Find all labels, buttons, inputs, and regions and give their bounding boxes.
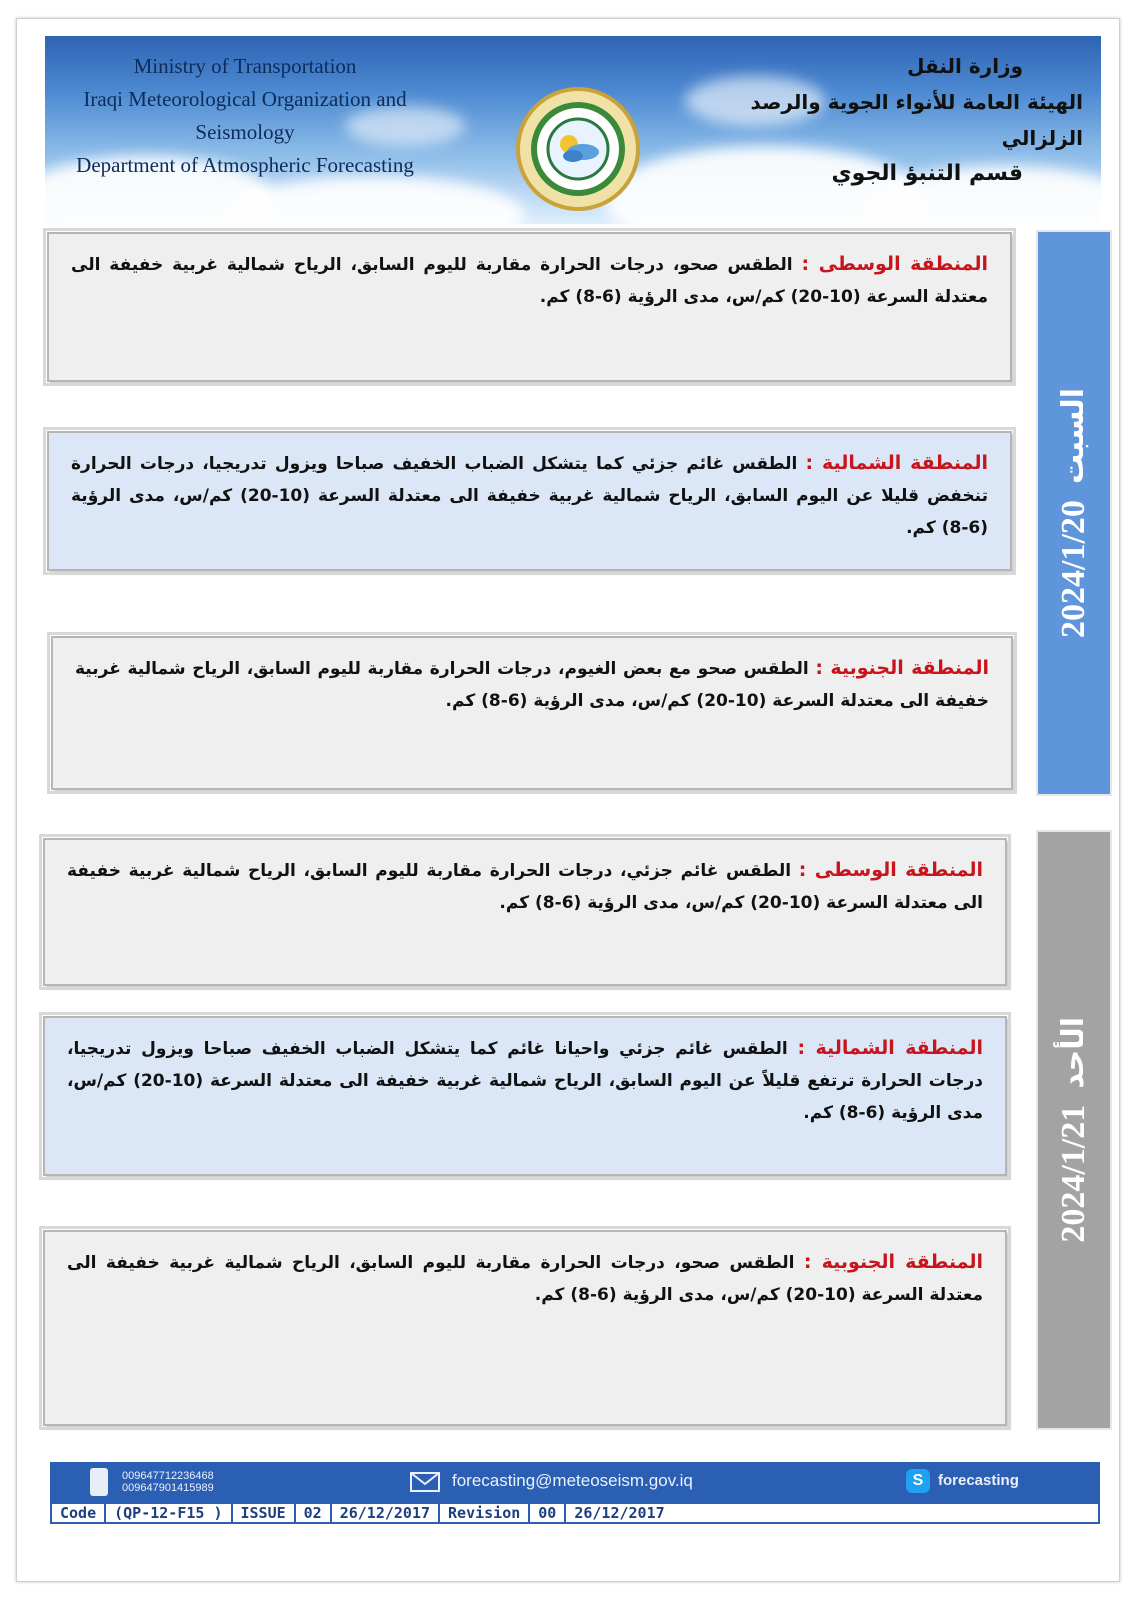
organization-en: Iraqi Meteorological Organization and Seismology	[83, 87, 407, 144]
header-arabic	[723, 48, 1083, 192]
forecast-text: الطقس صحو، درجات الحرارة مقاربة لليوم السابق، الرياح شمالية غربية خفيفة الى معتدلة السرعة (10-20) كم/س، مدى الرؤية (6-8) كم.	[67, 1253, 983, 1305]
phone-number-2: 009647901415989	[122, 1482, 214, 1494]
forecast-day2-north	[43, 1016, 1007, 1176]
department-ar: قسم التنبؤ الجوي	[831, 161, 1023, 186]
region-label: المنطقة الشمالية :	[797, 1037, 983, 1059]
date-column-day2	[1036, 830, 1112, 1430]
forecast-day2-central	[43, 838, 1007, 986]
date-value: 2024/1/20	[1055, 500, 1092, 638]
footer	[50, 1462, 1100, 1520]
department-en: Department of Atmospheric Forecasting	[76, 153, 414, 177]
forecast-text: الطقس صحو مع بعض الغيوم، درجات الحرارة مقاربة لليوم السابق، الرياح شمالية غربية خفيفة الى معتدلة السرعة (10-20) كم/س، مدى الرؤية (6-8) كم.	[75, 659, 989, 711]
forecast-day1-south	[51, 636, 1013, 790]
revision-value: 00	[530, 1504, 566, 1522]
weekday-label: الأحد	[1056, 1017, 1091, 1089]
issue-date: 26/12/2017	[332, 1504, 440, 1522]
skype-icon: S	[906, 1469, 930, 1493]
region-label: المنطقة الجنوبية :	[815, 657, 989, 679]
mail-icon	[410, 1472, 440, 1492]
issue-value: 02	[296, 1504, 332, 1522]
code-value: (QP-12-F15 )	[106, 1504, 232, 1522]
date-column-day1	[1036, 230, 1112, 796]
date-value: 2024/1/21	[1055, 1104, 1092, 1243]
date-label	[1055, 1017, 1093, 1243]
forecast-text: الطقس غائم جزئي كما يتشكل الضباب الخفيف صباحا ويزول تدريجيا، درجات الحرارة تنخفض قليلا عن اليوم السابق، الرياح شمالية غربية خفيفة الى معتدلة السرعة (10-20) كم/س، مدى الرؤية (6-8) كم.	[71, 454, 988, 538]
forecast-day1-north	[47, 431, 1012, 571]
header-english	[45, 50, 445, 182]
forecast-text: الطقس صحو، درجات الحرارة مقاربة لليوم السابق، الرياح شمالية غربية خفيفة الى معتدلة السرعة (10-20) كم/س، مدى الرؤية (6-8) كم.	[71, 255, 988, 307]
weekday-label: السبت	[1056, 388, 1091, 485]
phone-numbers	[122, 1470, 214, 1494]
forecast-text: الطقس غائم جزئي واحيانا غائم كما يتشكل الضباب الخفيف صباحا ويزول تدريجيا، درجات الحرارة ترتفع قليلاً عن اليوم السابق، الرياح شمالية غربية خفيفة الى معتدلة السرعة (10-20) كم/س، مدى الرؤية (6-8) كم.	[67, 1039, 984, 1123]
ministry-en: Ministry of Transportation	[133, 54, 357, 78]
revision-label: Revision	[440, 1504, 530, 1522]
phone-icon	[90, 1468, 108, 1496]
date-label	[1055, 388, 1093, 638]
region-label: المنطقة الشمالية :	[805, 452, 988, 474]
phone-number-1: 009647712236468	[122, 1470, 214, 1482]
issue-label: ISSUE	[233, 1504, 296, 1522]
forecast-text: الطقس غائم جزئي، درجات الحرارة مقاربة لليوم السابق، الرياح شمالية غربية خفيفة الى معتدلة السرعة (10-20) كم/س، مدى الرؤية (6-8) كم.	[67, 861, 983, 913]
header-banner	[45, 36, 1101, 224]
email-link[interactable]: forecasting@meteoseism.gov.iq	[452, 1471, 693, 1490]
organization-ar: الهيئة العامة للأنواء الجوية والرصد الزلزالي	[750, 90, 1083, 150]
forecast-day1-central	[47, 232, 1012, 382]
code-label: Code	[52, 1504, 106, 1522]
footer-document-code	[50, 1502, 1100, 1524]
ministry-ar: وزارة النقل	[907, 54, 1023, 78]
revision-date: 26/12/2017	[574, 1504, 665, 1522]
skype-handle[interactable]: forecasting	[938, 1472, 1019, 1489]
region-label: المنطقة الجنوبية :	[803, 1251, 983, 1273]
footer-contact-bar	[50, 1462, 1100, 1502]
region-label: المنطقة الوسطى :	[801, 253, 988, 275]
region-label: المنطقة الوسطى :	[798, 859, 984, 881]
organization-logo	[503, 74, 653, 224]
forecast-day2-south	[43, 1230, 1007, 1426]
